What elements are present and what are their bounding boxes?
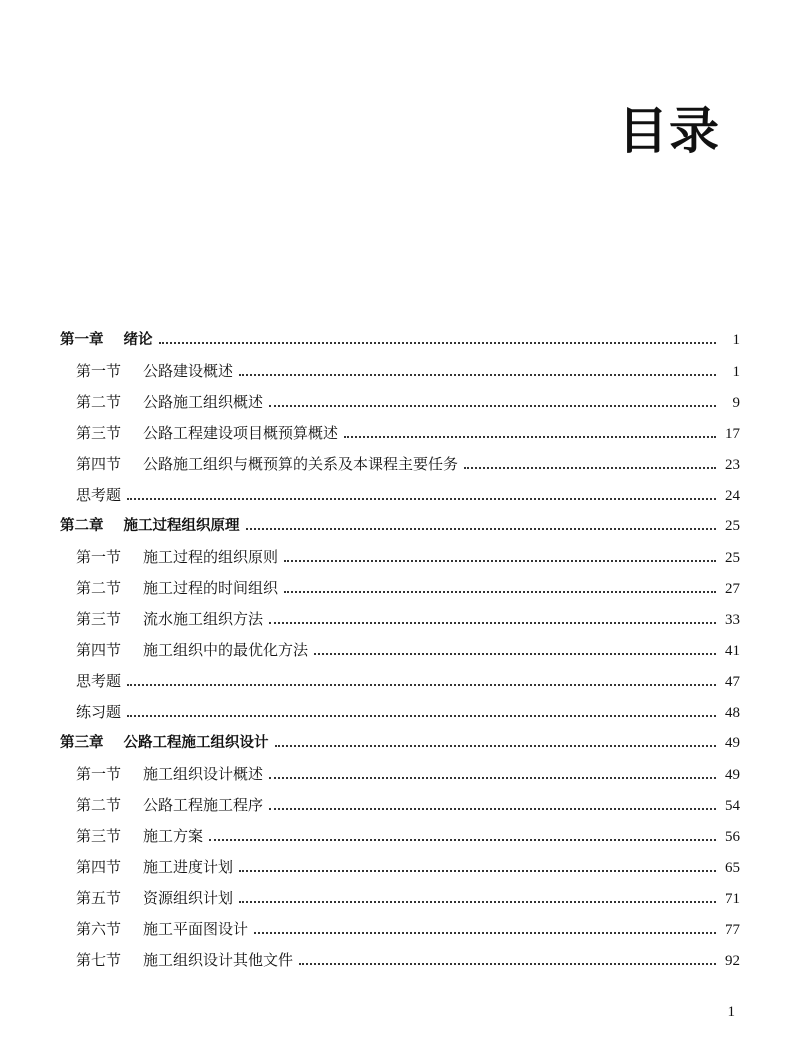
dot-leader [269, 807, 716, 810]
dot-leader [284, 590, 716, 593]
toc-entry-page: 1 [732, 364, 740, 380]
toc-entry-number: 第七节 [76, 951, 122, 969]
toc-section-entry[interactable] [60, 792, 740, 823]
toc-entry-number: 第一节 [76, 362, 122, 380]
toc-entry-page: 25 [725, 518, 740, 534]
toc-entry-title: 施工方案 [143, 827, 204, 845]
toc-entry-page: 27 [725, 581, 740, 597]
toc-entry-number: 第三节 [76, 610, 122, 628]
toc-section-entry[interactable] [60, 482, 740, 513]
dot-leader [344, 435, 716, 438]
dot-leader [127, 497, 716, 500]
toc-entry-title: 施工进度计划 [143, 858, 234, 876]
toc-entry-page: 56 [725, 829, 740, 845]
toc-entry-title: 公路施工组织概述 [143, 393, 264, 411]
toc-entry-page: 49 [725, 767, 740, 783]
toc-section-entry[interactable] [60, 823, 740, 854]
toc-entry-page: 71 [725, 891, 740, 907]
toc-entry-number: 第三节 [76, 424, 122, 442]
toc-entry-number: 第三节 [76, 827, 122, 845]
page-title: 目录 [618, 102, 720, 160]
dot-leader [275, 744, 717, 747]
dot-leader [269, 776, 716, 779]
toc-entry-number: 第二节 [76, 796, 122, 814]
toc-entry-number: 第五节 [76, 889, 122, 907]
dot-leader [209, 838, 716, 841]
toc-entry-number: 第四节 [76, 455, 122, 473]
toc-entry-title: 思考题 [76, 486, 122, 504]
toc-entry-number: 第一节 [76, 765, 122, 783]
dot-leader [254, 931, 716, 934]
toc-entry-page: 17 [725, 426, 740, 442]
toc-entry-number: 第二章 [60, 518, 104, 534]
dot-leader [159, 341, 717, 344]
toc-entry-title: 施工组织设计其他文件 [143, 951, 294, 969]
toc-entry-page: 49 [725, 735, 740, 751]
dot-leader [269, 621, 716, 624]
toc-chapter-entry[interactable] [60, 730, 740, 761]
toc-section-entry[interactable] [60, 544, 740, 575]
toc-entry-title: 公路工程施工组织设计 [123, 735, 269, 751]
toc-entry-number: 第二节 [76, 393, 122, 411]
dot-leader [239, 373, 716, 376]
toc-entry-page: 54 [725, 798, 740, 814]
toc-section-entry[interactable] [60, 668, 740, 699]
dot-leader [239, 869, 716, 872]
toc-entry-title: 施工组织设计概述 [143, 765, 264, 783]
toc-section-entry[interactable] [60, 761, 740, 792]
toc-entry-title: 练习题 [76, 703, 122, 721]
toc-entry-page: 1 [732, 332, 740, 348]
toc-entry-number: 第四节 [76, 858, 122, 876]
dot-leader [299, 962, 716, 965]
dot-leader [127, 683, 716, 686]
toc-entry-title: 公路工程施工程序 [143, 796, 264, 814]
toc-section-entry[interactable] [60, 947, 740, 978]
toc-section-entry[interactable] [60, 451, 740, 482]
toc-entry-page: 65 [725, 860, 740, 876]
toc-entry-title: 流水施工组织方法 [143, 610, 264, 628]
toc-section-entry[interactable] [60, 358, 740, 389]
toc-entry-title: 公路建设概述 [143, 362, 234, 380]
page-number: 1 [727, 1004, 735, 1020]
dot-leader [239, 900, 716, 903]
toc-entry-number: 第六节 [76, 920, 122, 938]
toc-entry-title: 思考题 [76, 672, 122, 690]
toc-section-entry[interactable] [60, 854, 740, 885]
toc-entry-number: 第四节 [76, 641, 122, 659]
dot-leader [314, 652, 716, 655]
toc-entry-title: 公路工程建设项目概预算概述 [143, 424, 339, 442]
toc-entry-title: 绪论 [123, 332, 153, 348]
dot-leader [269, 404, 716, 407]
toc-entry-page: 77 [725, 922, 740, 938]
toc-entry-title: 施工过程的时间组织 [143, 579, 279, 597]
toc-entry-page: 47 [725, 674, 740, 690]
dot-leader [284, 559, 716, 562]
toc-entry-page: 24 [725, 488, 740, 504]
toc-section-entry[interactable] [60, 637, 740, 668]
toc-chapter-entry[interactable] [60, 327, 740, 358]
toc-entry-title: 施工过程组织原理 [123, 518, 240, 534]
toc-entry-number: 第一章 [60, 332, 104, 348]
toc-entry-title: 施工组织中的最优化方法 [143, 641, 309, 659]
toc-section-entry[interactable] [60, 420, 740, 451]
toc-entry-title: 公路施工组织与概预算的关系及本课程主要任务 [143, 455, 459, 473]
toc-section-entry[interactable] [60, 885, 740, 916]
toc-entry-number: 第二节 [76, 579, 122, 597]
toc-entry-page: 25 [725, 550, 740, 566]
toc-section-entry[interactable] [60, 575, 740, 606]
table-of-contents [60, 327, 740, 978]
toc-section-entry[interactable] [60, 389, 740, 420]
dot-leader [246, 527, 717, 530]
toc-entry-title: 施工过程的组织原则 [143, 548, 279, 566]
toc-section-entry[interactable] [60, 606, 740, 637]
toc-entry-page: 48 [725, 705, 740, 721]
toc-entry-page: 33 [725, 612, 740, 628]
toc-entry-page: 23 [725, 457, 740, 473]
toc-section-entry[interactable] [60, 699, 740, 730]
toc-entry-number: 第一节 [76, 548, 122, 566]
dot-leader [464, 466, 716, 469]
toc-entry-number: 第三章 [60, 735, 104, 751]
toc-section-entry[interactable] [60, 916, 740, 947]
toc-entry-title: 施工平面图设计 [143, 920, 249, 938]
toc-entry-page: 9 [732, 395, 740, 411]
toc-entry-page: 41 [725, 643, 740, 659]
toc-chapter-entry[interactable] [60, 513, 740, 544]
toc-entry-page: 92 [725, 953, 740, 969]
toc-entry-title: 资源组织计划 [143, 889, 234, 907]
dot-leader [127, 714, 716, 717]
